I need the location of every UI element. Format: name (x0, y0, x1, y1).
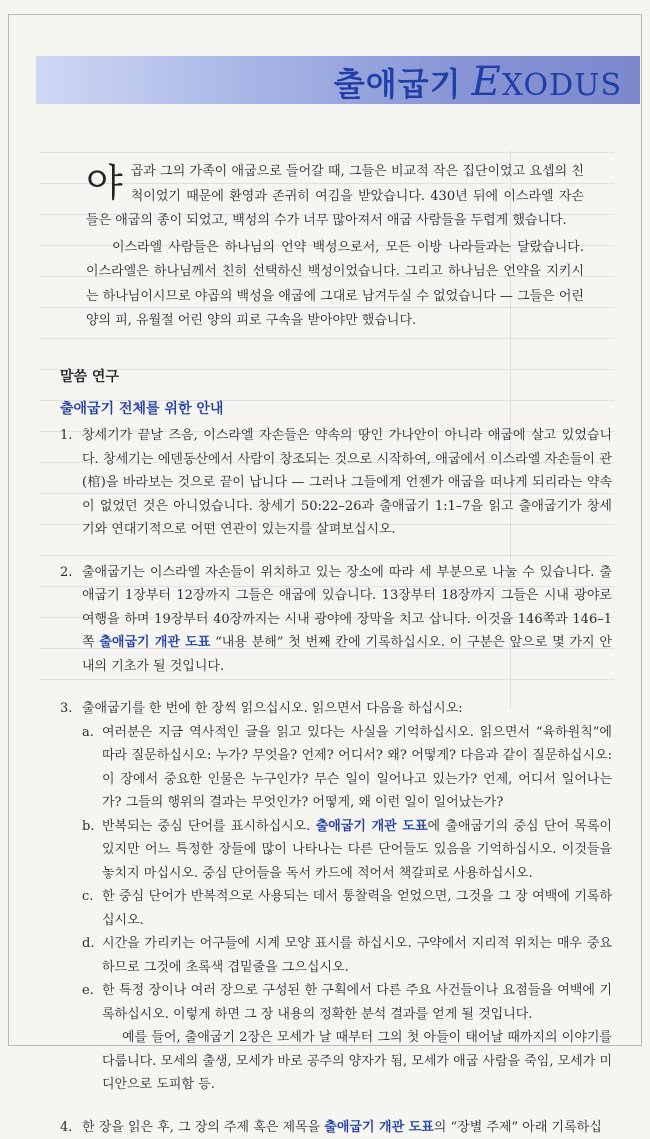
item-text: 의 “장별 주제” 아래 기록하십 (434, 1120, 602, 1135)
item-text: “내용 분해” 첫 번째 칸에 기록하십시오. 이 구분은 앞으로 몇 가지 안내의 기초가 될 것입니다. (82, 635, 612, 674)
intro-text (86, 160, 584, 334)
sub-item-text: 시간을 가리키는 어구들에 시계 모양 표시를 하십시오. 구약에서 지리적 위치는 매우 중요하므로 그것에 초록색 겹밑줄을 그으십시오. (102, 936, 612, 975)
instruction-item-3 (60, 697, 612, 1097)
item-number: 3. (60, 697, 72, 721)
sub-item-letter: d. (82, 932, 94, 956)
intro-paragraph-1-text: 곱과 그의 가족이 애굽으로 들어갈 때, 그들은 비교적 작은 집단이었고 요셉의 친척이었기 때문에 환영과 존귀히 여김을 받았습니다. 430년 뒤에 이스라엘 자손들은 애굽의 종이 되었고, 백성의 수가 너무 많아져서 애굽 사람들을 두렵게 했습니다. (86, 164, 584, 228)
sub-item-letter: b. (82, 815, 94, 839)
book-title-english-rest: XODUS (502, 68, 622, 103)
sub-item-letter: a. (82, 721, 94, 745)
study-instructions (60, 424, 612, 1139)
sub-item-d (82, 932, 612, 979)
intro-paragraph-1 (86, 160, 584, 234)
section-heading: 말씀 연구 (60, 366, 119, 386)
sub-item-letter: c. (82, 885, 93, 909)
sub-item-text: 여러분은 지금 역사적인 글을 읽고 있다는 사실을 기억하십시오. 읽으면서 “육하원칙”에 따라 질문하십시오: 누가? 무엇을? 언제? 어디서? 왜? 어떻게? 다음과 같이 질문하십시오: 이 장에서 중요한 인물은 누구인가? 무슨 일이 일어나고 있는가? 언제, 어디서 일어나는가? 그들의 행위의 결과는 무엇인가? 어떻게, 왜 이런 일이 일어났는가? (102, 725, 612, 811)
item-number: 1. (60, 424, 72, 448)
sub-item-e (82, 979, 612, 1026)
overview-chart-reference: 출애굽기 개관 도표 (99, 635, 210, 650)
sub-item-text: 반복되는 중심 단어를 표시하십시오. (102, 819, 316, 834)
drop-cap: 야 (86, 164, 123, 202)
sub-item-c (82, 885, 612, 932)
overview-chart-reference: 출애굽기 개관 도표 (316, 819, 428, 834)
book-title-korean: 출애굽기 (334, 65, 462, 103)
item-number: 2. (60, 561, 72, 585)
instruction-item-4 (60, 1116, 612, 1139)
example-note: 예를 들어, 출애굽기 2장은 모세가 날 때부터 그의 첫 아들이 태어날 때까지의 이야기를 다룹니다. 모세의 출생, 모세가 바로 공주의 양자가 됨, 모세가 애굽 사람을 죽임, 모세가 미디안으로 도피함 등. (82, 1026, 612, 1097)
book-title-english-initial: E (471, 59, 501, 105)
overview-chart-reference: 출애굽기 개관 도표 (324, 1120, 434, 1135)
item-text: 창세기가 끝날 즈음, 이스라엘 자손들은 약속의 땅인 가나안이 아니라 애굽에 살고 있었습니다. 창세기는 에덴동산에서 사람이 창조되는 것으로 시작하여, 애굽에서 이스라엘 자손들이 관(棺)을 바라보는 것으로 끝이 납니다 — 그러나 그들에게 언젠가 애굽을 떠나게 되리라는 약속이 없었던 것은 아니었습니다. 창세기 50:22–26과 출애굽기 1:1–7을 읽고 출애굽기가 창세기와 연대기적으로 어떤 연관이 있는지를 살펴보십시오. (82, 428, 612, 537)
item-number: 4. (60, 1116, 72, 1139)
sub-item-letter: e. (82, 979, 94, 1003)
intro-paragraph-2: 이스라엘 사람들은 하나님의 언약 백성으로서, 모든 이방 나라들과는 달랐습니다. 이스라엘은 하나님께서 친히 선택하신 백성이었습니다. 그리고 하나님은 언약을 지키시는 하나님이시므로 야곱의 백성을 애굽에 그대로 남겨두실 수 없었습니다 — 그들은 어린 양의 피, 유월절 어린 양의 피로 구속을 받아야만 했습니다. (86, 236, 584, 334)
sub-item-text: 한 특정 장이나 여러 장으로 구성된 한 구획에서 다른 주요 사건들이나 요점들을 여백에 기록하십시오. 이렇게 하면 그 장 내용의 정확한 분석 결과를 얻게 될 것입니다. (102, 983, 612, 1022)
item-text: 한 장을 읽은 후, 그 장의 주제 혹은 제목을 (82, 1120, 324, 1135)
sub-item-b (82, 815, 612, 886)
title-banner (36, 56, 640, 104)
sub-item-a (82, 721, 612, 815)
sub-item-text: 에 출애굽기의 중심 단어 목록이 있지만 어느 특정한 장들에 많이 나타나는 다른 단어들도 있음을 기억하십시오. 이것들을 놓치지 마십시오. 중심 단어들을 독서 카드에 적어서 책갈피로 사용하십시오. (102, 819, 612, 881)
sub-heading: 출애굽기 전체를 위한 안내 (60, 398, 223, 418)
book-title (334, 59, 622, 105)
sub-item-text: 한 중심 단어가 반복적으로 사용되는 데서 통찰력을 얻었으면, 그것을 그 장 여백에 기록하십시오. (102, 889, 612, 928)
instruction-item-1 (60, 424, 612, 542)
item-text: 출애굽기를 한 번에 한 장씩 읽으십시오. 읽으면서 다음을 하십시오: (82, 697, 612, 721)
instruction-item-2 (60, 561, 612, 679)
item-text: 출애굽기는 이스라엘 자손들이 위치하고 있는 장소에 따라 세 부분으로 나눌 수 있습니다. 출애굽기 1장부터 12장까지 그들은 애굽에 있습니다. 13장부터 18장까지 그들은 시내 광야로 여행을 하며 19장부터 40장까지는 시내 광야에 장막을 치고 삽니다. 이것을 146쪽과 146–1쪽 (82, 565, 612, 651)
book-title-english (471, 68, 622, 103)
